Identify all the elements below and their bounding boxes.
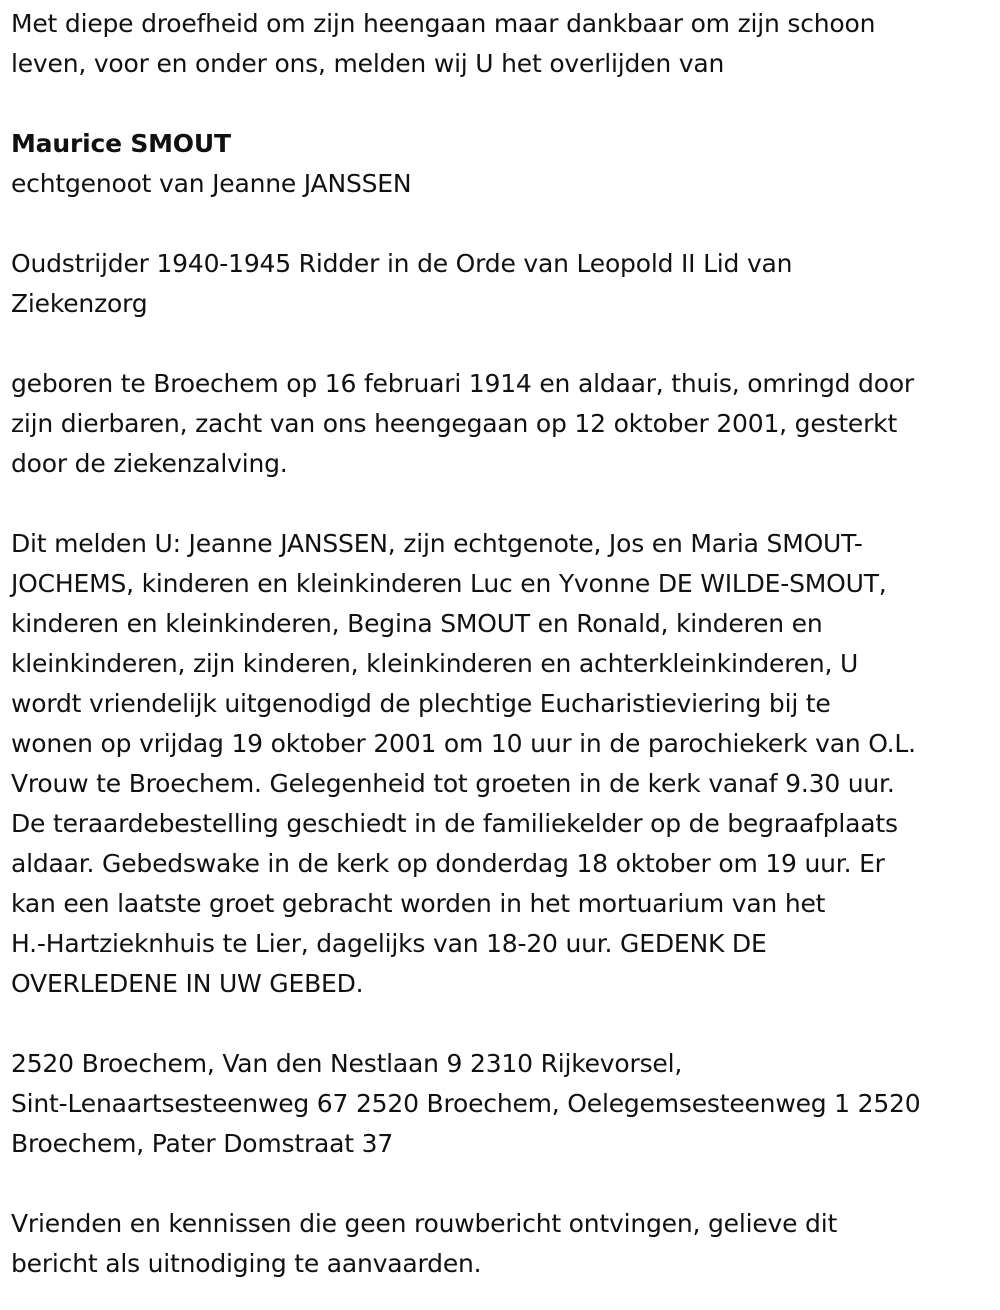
intro-paragraph: Met diepe droefheid om zijn heengaan maar dankbaar om zijn schoon leven, voor en onder ons, melden wij U het overlijden van — [11, 9, 876, 78]
deceased-name: Maurice SMOUT — [11, 129, 231, 158]
obituary-document — [11, 4, 996, 1284]
announcement-paragraph: Dit melden U: Jeanne JANSSEN, zijn echtgenote, Jos en Maria SMOUT- JOCHEMS, kinderen en kleinkinderen Luc en Yvonne DE WILDE-SMOUT, kinderen en kleinkinderen, Begina SMOUT en Ronald, kinderen en kleinkinderen, zijn kinderen, kleinkinderen en achterkleinkinderen, U wordt vriendelijk uitgenodigd de plechtige Eucharistieviering bij te wonen op vrijdag 19 oktober 2001 om 10 uur in de parochiekerk van O.L. Vrouw te Broechem. Gelegenheid tot groeten in de kerk vanaf 9.30 uur. De teraardebestelling geschiedt in de familiekelder op de begraafplaats aldaar. Gebedswake in de kerk op donderdag 18 oktober om 19 uur. Er kan een laatste groet gebracht worden in het mortuarium van het H.-Hartzieknhuis te Lier, dagelijks van 18-20 uur. GEDENK DE OVERLEDENE IN UW GEBED. — [11, 529, 916, 998]
addresses-paragraph: 2520 Broechem, Van den Nestlaan 9 2310 Rijkevorsel, Sint-Lenaartsesteenweg 67 2520 Broechem, Oelegemsesteenweg 1 2520 Broechem, Pater Domstraat 37 — [11, 1049, 921, 1158]
honors-paragraph: Oudstrijder 1940-1945 Ridder in de Orde van Leopold II Lid van Ziekenzorg — [11, 249, 793, 318]
birth-death-paragraph: geboren te Broechem op 16 februari 1914 en aldaar, thuis, omringd door zijn dierbaren, zacht van ons heengegaan op 12 oktober 2001, gesterkt door de ziekenzalving. — [11, 369, 914, 478]
spouse-line: echtgenoot van Jeanne JANSSEN — [11, 169, 412, 198]
closing-paragraph: Vrienden en kennissen die geen rouwbericht ontvingen, gelieve dit bericht als uitnodiging te aanvaarden. — [11, 1209, 838, 1278]
